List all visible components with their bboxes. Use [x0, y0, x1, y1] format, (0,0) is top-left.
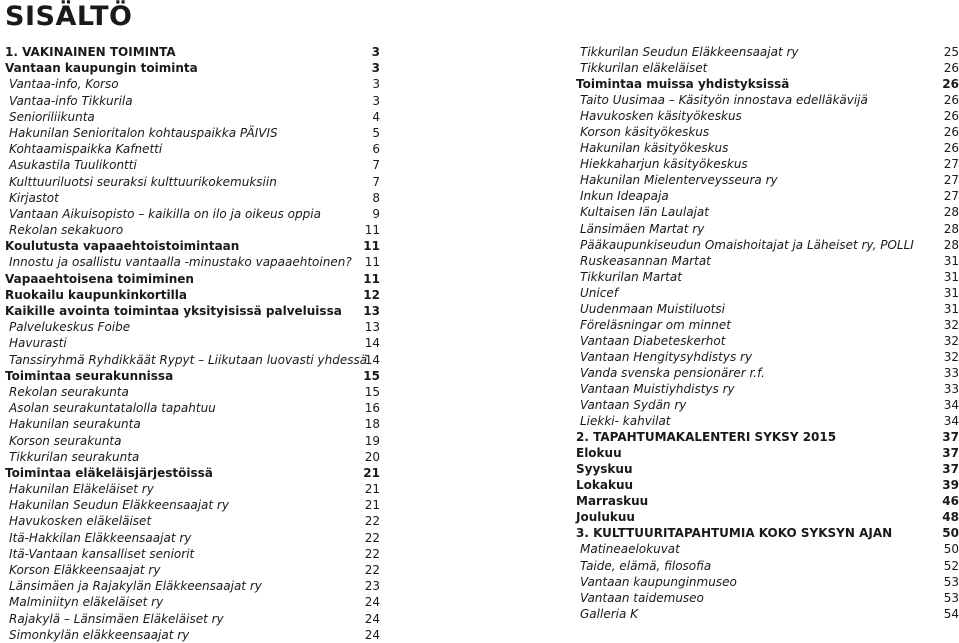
toc-section-heading — [5, 238, 380, 254]
toc-entry-label: Vantaan taidemuseo — [580, 590, 704, 605]
toc-section-heading — [576, 509, 959, 525]
toc-entry — [5, 141, 380, 157]
toc-entry — [5, 513, 380, 529]
toc-entry — [5, 400, 380, 416]
toc-entry — [5, 497, 380, 513]
toc-page-number: 50 — [943, 542, 959, 557]
toc-page-number: 26 — [943, 125, 959, 140]
toc-page-number: 26 — [943, 61, 959, 76]
toc-page-number: 3 — [372, 77, 380, 92]
toc-entry — [5, 546, 380, 562]
toc-entry-label: Hakunilan Mielenterveysseura ry — [580, 173, 778, 188]
toc-page-number: 5 — [372, 125, 380, 140]
toc-entry-label: Tanssiryhmä Ryhdikkäät Rypyt – Liikutaan luovasti yhdessä — [9, 352, 368, 367]
toc-page-number: 9 — [372, 206, 380, 221]
toc-entry — [576, 140, 959, 156]
toc-section-heading — [5, 287, 380, 303]
toc-entry-label: Uudenmaan Muistiluotsi — [580, 301, 725, 316]
toc-entry — [576, 172, 959, 188]
toc-entry-label: Inkun Ideapaja — [580, 189, 669, 204]
toc-page-number: 12 — [363, 287, 380, 302]
toc-page-number: 37 — [942, 446, 959, 461]
toc-page-number: 54 — [943, 606, 959, 621]
toc-entry — [576, 92, 959, 108]
toc-entry-label: Simonkylän eläkkeensaajat ry — [9, 627, 190, 642]
toc-entry — [5, 206, 380, 222]
toc-entry-label: Ruskeasannan Martat — [580, 253, 711, 268]
toc-entry — [5, 352, 380, 368]
toc-page-number: 53 — [943, 590, 959, 605]
toc-entry — [576, 60, 959, 76]
toc-entry — [5, 530, 380, 546]
toc-entry — [5, 76, 380, 92]
toc-entry-label: Tikkurilan Seudun Eläkkeensaajat ry — [580, 45, 799, 59]
toc-page-number: 15 — [363, 368, 380, 383]
toc-page-number: 37 — [942, 462, 959, 477]
toc-entry-label: Pääkaupunkiseudun Omaishoitajat ja Läheiset ry, POLLI — [580, 237, 914, 252]
toc-entry — [576, 253, 959, 269]
toc-page-number: 28 — [943, 237, 959, 252]
toc-entry — [576, 237, 959, 253]
toc-entry-label: Havurasti — [9, 336, 67, 351]
toc-entry-label: Tikkurilan eläkeläiset — [580, 61, 708, 76]
toc-entry — [5, 594, 380, 610]
toc-entry — [5, 254, 380, 270]
toc-page-number: 24 — [364, 627, 380, 642]
toc-entry-label: Kaikille avointa toimintaa yksityisissä palveluissa — [5, 304, 342, 318]
toc-entry-label: Itä-Vantaan kansalliset seniorit — [9, 546, 195, 561]
toc-entry-label: Vantaan Muistiyhdistys ry — [580, 381, 735, 396]
toc-page-number: 26 — [943, 109, 959, 124]
toc-page-number: 8 — [372, 190, 380, 205]
toc-page-number: 20 — [364, 449, 380, 464]
toc-entry-label: Vantaa-info Tikkurila — [9, 93, 133, 108]
toc-entry — [5, 433, 380, 449]
toc-entry-label: Rekolan seurakunta — [9, 384, 129, 399]
toc-section-heading — [576, 461, 959, 477]
toc-entry-label: Toimintaa seurakunnissa — [5, 368, 174, 383]
toc-page-number: 39 — [942, 478, 959, 493]
toc-page-number: 11 — [363, 271, 380, 286]
toc-page-number: 28 — [943, 221, 959, 236]
toc-entry — [5, 449, 380, 465]
toc-page-number: 7 — [372, 174, 380, 189]
toc-entry-label: Vantaan Aikuisopisto – kaikilla on ilo ja oikeus oppia — [9, 206, 321, 221]
toc-page-number: 32 — [943, 349, 959, 364]
toc-entry-label: 2. TAPAHTUMAKALENTERI SYKSY 2015 — [576, 430, 837, 445]
toc-page-number: 13 — [364, 320, 380, 335]
toc-entry — [576, 285, 959, 301]
toc-entry-label: Länsimäen ja Rajakylän Eläkkeensaajat ry — [9, 579, 262, 594]
toc-entry — [5, 416, 380, 432]
toc-section-heading — [5, 368, 380, 384]
toc-entry — [5, 335, 380, 351]
toc-entry-label: Taito Uusimaa – Käsityön innostava edelläkävijä — [580, 93, 868, 108]
toc-page-number: 3 — [371, 45, 380, 59]
toc-entry-label: Itä-Hakkilan Eläkkeensaajat ry — [9, 530, 192, 545]
toc-entry-label: Vantaan kaupungin toiminta — [5, 61, 198, 76]
toc-page-number: 11 — [363, 239, 380, 254]
toc-entry — [5, 319, 380, 335]
toc-page-number: 27 — [943, 157, 959, 172]
toc-entry — [5, 174, 380, 190]
toc-entry — [576, 108, 959, 124]
toc-page-number: 7 — [372, 158, 380, 173]
toc-page-number: 4 — [372, 109, 380, 124]
toc-column-right — [576, 44, 959, 622]
toc-entry — [576, 349, 959, 365]
toc-page-number: 21 — [364, 482, 380, 497]
toc-column-left — [5, 44, 380, 643]
toc-page-number: 22 — [364, 514, 380, 529]
toc-page-number: 22 — [364, 546, 380, 561]
toc-entry — [576, 381, 959, 397]
toc-entry-label: Vantaa-info, Korso — [9, 77, 119, 92]
toc-section-heading — [576, 493, 959, 509]
toc-page-number: 24 — [364, 611, 380, 626]
toc-page-number: 22 — [364, 563, 380, 577]
toc-page-number: 31 — [943, 253, 959, 268]
toc-section-heading — [5, 60, 380, 76]
toc-entry-label: Vapaaehtoisena toimiminen — [5, 271, 194, 286]
toc-entry-label: Joulukuu — [576, 510, 635, 525]
toc-entry-label: Palvelukeskus Foibe — [9, 320, 131, 335]
toc-entry-label: Hakunilan Eläkeläiset ry — [9, 482, 154, 497]
toc-entry-label: Vanda svenska pensionärer r.f. — [580, 365, 765, 380]
toc-page-number: 48 — [942, 510, 959, 525]
toc-entry-label: Havukosken käsityökeskus — [580, 109, 742, 124]
toc-page-number: 27 — [943, 189, 959, 204]
toc-section-heading — [576, 525, 959, 541]
toc-entry — [576, 558, 959, 574]
toc-page-number: 31 — [943, 285, 959, 300]
toc-page-number: 34 — [943, 414, 959, 429]
toc-entry-label: Lokakuu — [576, 478, 634, 493]
toc-entry-label: Föreläsningar om minnet — [580, 317, 731, 332]
toc-entry-label: Havukosken eläkeläiset — [9, 514, 152, 529]
toc-page-number: 19 — [364, 433, 380, 448]
toc-entry-label: Marraskuu — [576, 494, 649, 509]
toc-entry-label: Galleria K — [580, 606, 639, 621]
toc-entry-label: Koulutusta vapaaehtoistoimintaan — [5, 239, 240, 254]
toc-entry — [576, 397, 959, 413]
toc-entry — [576, 590, 959, 606]
toc-entry-label: Vantaan kaupunginmuseo — [580, 574, 737, 589]
toc-entry — [576, 188, 959, 204]
toc-entry — [5, 627, 380, 643]
toc-page-number: 25 — [943, 45, 959, 59]
toc-entry — [5, 481, 380, 497]
toc-entry-label: Innostu ja osallistu vantaalla -minustako vapaaehtoinen? — [9, 255, 352, 270]
toc-entry-label: Hiekkaharjun käsityökeskus — [580, 157, 748, 172]
toc-entry-label: Toimintaa eläkeläisjärjestöissä — [5, 465, 213, 480]
toc-entry — [576, 204, 959, 220]
toc-entry-label: 3. KULTTUURITAPAHTUMIA KOKO SYKSYN AJAN — [576, 526, 893, 541]
toc-section-heading — [5, 465, 380, 481]
toc-entry-label: Vantaan Sydän ry — [580, 398, 687, 413]
toc-entry-label: Tikkurilan Martat — [580, 269, 682, 284]
toc-page-number: 46 — [942, 494, 959, 509]
toc-entry-label: Korson käsityökeskus — [580, 125, 710, 140]
toc-entry-label: Kirjastot — [9, 190, 59, 205]
toc-entry — [576, 333, 959, 349]
toc-page-number: 3 — [371, 61, 380, 76]
toc-entry — [576, 574, 959, 590]
toc-page-number: 52 — [943, 558, 959, 573]
toc-entry — [576, 413, 959, 429]
toc-entry — [5, 578, 380, 594]
toc-page-number: 28 — [943, 205, 959, 220]
toc-page-number: 31 — [943, 301, 959, 316]
toc-section-heading — [5, 303, 380, 319]
toc-entry-label: Korson Eläkkeensaajat ry — [9, 563, 161, 577]
toc-page-number: 15 — [364, 384, 380, 399]
toc-section-heading — [576, 76, 959, 92]
toc-entry — [5, 157, 380, 173]
toc-page-number: 50 — [942, 526, 959, 541]
toc-section-heading — [576, 429, 959, 445]
toc-entry — [5, 562, 380, 578]
toc-page-number: 31 — [943, 269, 959, 284]
toc-page-number: 37 — [942, 430, 959, 445]
toc-page-number: 33 — [943, 381, 959, 396]
toc-entry — [576, 269, 959, 285]
toc-page-number: 53 — [943, 574, 959, 589]
toc-entry-label: Asolan seurakuntatalolla tapahtuu — [9, 401, 216, 416]
toc-entry-label: Hakunilan käsityökeskus — [580, 141, 729, 156]
toc-section-heading — [5, 271, 380, 287]
toc-entry-label: Malminiityn eläkeläiset ry — [9, 595, 164, 610]
toc-entry — [576, 365, 959, 381]
page-title: SISÄLTÖ — [5, 1, 133, 32]
toc-entry — [576, 541, 959, 557]
toc-page-number: 6 — [372, 142, 380, 157]
toc-page-number: 22 — [364, 530, 380, 545]
toc-entry — [5, 125, 380, 141]
toc-page-number: 21 — [363, 465, 380, 480]
toc-page-number: 13 — [363, 304, 380, 318]
toc-page-number: 11 — [364, 223, 380, 238]
toc-page-number: 32 — [943, 333, 959, 348]
toc-entry-label: Länsimäen Martat ry — [580, 221, 705, 236]
toc-entry-label: Vantaan Diabeteskerhot — [580, 333, 726, 348]
toc-entry-label: Matineaelokuvat — [580, 542, 680, 557]
toc-entry-label: Ruokailu kaupunkinkortilla — [5, 287, 187, 302]
toc-entry — [576, 606, 959, 622]
toc-page-number: 27 — [943, 173, 959, 188]
toc-page-number: 26 — [943, 93, 959, 108]
toc-entry — [5, 222, 380, 238]
toc-section-heading — [5, 44, 380, 60]
toc-entry-label: Vantaan Hengitysyhdistys ry — [580, 349, 753, 364]
toc-entry — [576, 156, 959, 172]
toc-page-number: 14 — [364, 336, 380, 351]
toc-entry-label: Unicef — [580, 285, 618, 300]
toc-page-number: 21 — [364, 498, 380, 513]
toc-entry-label: Hakunilan Senioritalon kohtauspaikka PÄIVIS — [9, 125, 278, 140]
toc-entry — [5, 384, 380, 400]
toc-entry-label: 1. VAKINAINEN TOIMINTA — [5, 45, 176, 59]
toc-page-number: 18 — [364, 417, 380, 432]
toc-entry — [5, 611, 380, 627]
toc-entry-label: Toimintaa muissa yhdistyksissä — [576, 77, 790, 92]
toc-entry — [576, 44, 959, 60]
toc-page-number: 32 — [943, 317, 959, 332]
toc-page-number: 14 — [364, 352, 380, 367]
toc-entry — [576, 124, 959, 140]
toc-page-number: 3 — [372, 93, 380, 108]
toc-entry-label: Syyskuu — [576, 462, 633, 477]
toc-section-heading — [576, 477, 959, 493]
toc-entry-label: Senioriliikunta — [9, 109, 95, 124]
toc-entry-label: Asukastila Tuulikontti — [9, 158, 137, 173]
toc-entry-label: Kohtaamispaikka Kafnetti — [9, 142, 163, 157]
toc-page-number: 33 — [943, 365, 959, 380]
toc-page-number: 11 — [364, 255, 380, 270]
toc-entry-label: Rekolan sekakuoro — [9, 223, 124, 238]
toc-page-number: 26 — [942, 77, 959, 92]
toc-entry-label: Kultaisen Iän Laulajat — [580, 205, 709, 220]
toc-entry-label: Kulttuuriluotsi seuraksi kulttuurikokemuksiin — [9, 174, 277, 189]
toc-entry — [576, 317, 959, 333]
toc-entry-label: Tikkurilan seurakunta — [9, 449, 140, 464]
toc-entry-label: Rajakylä – Länsimäen Eläkeläiset ry — [9, 611, 224, 626]
toc-entry — [5, 93, 380, 109]
toc-entry-label: Korson seurakunta — [9, 433, 122, 448]
toc-entry-label: Elokuu — [576, 446, 622, 461]
toc-entry-label: Hakunilan seurakunta — [9, 417, 141, 432]
toc-page-number: 26 — [943, 141, 959, 156]
toc-page-number: 34 — [943, 398, 959, 413]
toc-page-number: 23 — [364, 579, 380, 594]
toc-entry — [5, 190, 380, 206]
toc-page-number: 24 — [364, 595, 380, 610]
toc-entry-label: Hakunilan Seudun Eläkkeensaajat ry — [9, 498, 229, 513]
toc-entry — [5, 109, 380, 125]
toc-entry-label: Taide, elämä, filosofia — [580, 558, 712, 573]
toc-section-heading — [576, 445, 959, 461]
toc-entry — [576, 221, 959, 237]
toc-entry-label: Liekki- kahvilat — [580, 414, 671, 429]
toc-page-number: 16 — [364, 401, 380, 416]
toc-entry — [576, 301, 959, 317]
